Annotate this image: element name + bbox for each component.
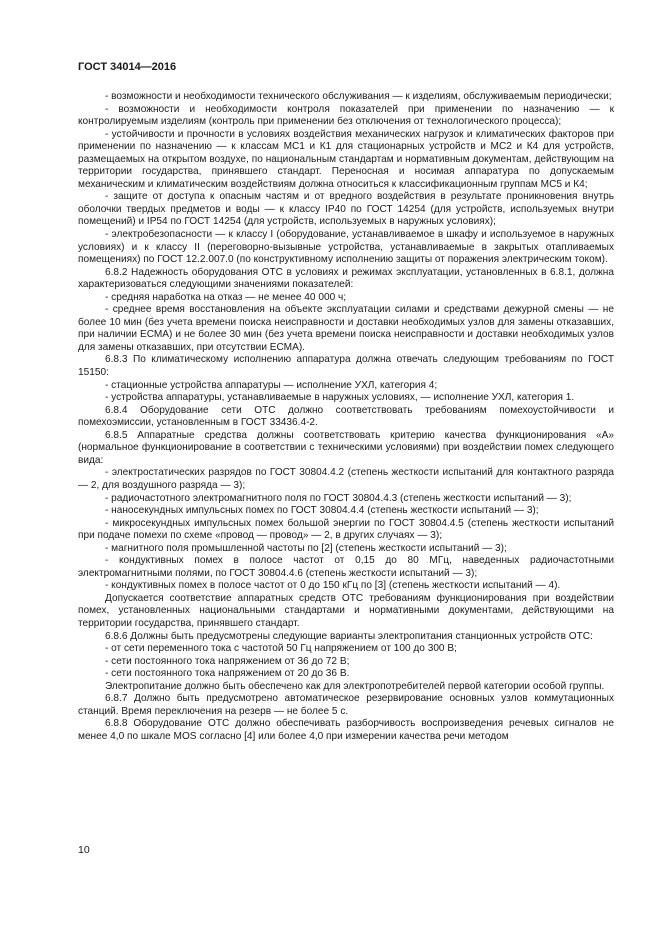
paragraph: - наносекундных импульсных помех по ГОСТ 30804.4.4 (степень жесткости испытаний — 3); <box>105 505 539 517</box>
paragraph: - кондуктивных помех в полосе частот от 0 до 150 кГц по [3] (степень жесткости испытаний — 4). <box>105 580 561 592</box>
paragraph: - среднее время восстановления на объекте эксплуатации силами и средствами дежурной смены — не более 10 мин (без учета времени поиска неисправности и доставки необходимых узлов для замены отказавших, при наличии ЕСМА) и не более 30 мин (без учета времени поиска неисправности и доставки необходимых узлов для замены отказавших, при отсутствии ЕСМА). <box>78 304 614 353</box>
paragraph: - защите от доступа к опасным частям и от вредного воздействия в результате проникновения внутрь оболочки твердых предметов и воды — к классу IP40 по ГОСТ 14254 (для устройств, используемых внутри помещений) и IP54 по ГОСТ 14254 (для устройств, используемых в наружных условиях); <box>78 191 614 228</box>
paragraph: - средняя наработка на отказ — не менее 40 000 ч; <box>105 291 347 303</box>
paragraph: 6.8.3 По климатическому исполнению аппаратура должна отвечать следующим требованиям по ГОСТ 15150: <box>78 354 614 379</box>
paragraph: - электробезопасности — к классу I (оборудование, устанавливаемое в шкафу и используемое в наружных условиях) и к классу II (переговорно-вызывные устройства, устанавливаемые в закрытых отапливаемых помещениях) по ГОСТ 12.2.007.0 (по конструктивному исполнению защиты от поражения электрическим током). <box>78 229 614 266</box>
paragraph: 6.8.7 Должно быть предусмотрено автоматическое резервирование основных узлов коммутационных станций. Время переключения на резерв — не более 5 с. <box>78 693 614 717</box>
paragraph: 6.8.5 Аппаратные средства должны соответствовать критерию качества функционирования «А» (нормальное функционирование в соответствии с техническими условиями) при воздействии помех следующего вида: <box>78 429 614 466</box>
paragraph: - сети постоянного тока напряжением от 20 до 36 В. <box>105 668 350 680</box>
paragraph: - микросекундных импульсных помех большой энергии по ГОСТ 30804.4.5 (степень жесткости испытаний при подаче помехи по схеме «провод — провод» — 2, в других случаях — 3); <box>78 517 614 542</box>
paragraph: - возможности и необходимости контроля показателей при применении по назначению — к контролируемым изделиям (контроль при применении без отключения от технологического процесса); <box>78 103 614 128</box>
paragraph: - радиочастотного электромагнитного поля по ГОСТ 30804.4.3 (степень жесткости испытаний — 3); <box>105 492 572 504</box>
paragraph: - устойчивости и прочности в условиях воздействия механических нагрузок и климатических факторов при применении по назначению — к классам МС1 и К1 для стационарных устройств и МС2 и К4 для устройств, размещаемых на открытом воздухе, по национальным стандартам и нормативным документам, действующим на территории государства, принявшего стандарт. Переносная и носимая аппаратура по допускаемым механическим и климатическим воздействиям должна относиться к классификационным группам МС5 и К4; <box>78 128 614 190</box>
paragraph: 6.8.6 Должны быть предусмотрены следующие варианты электропитания станционных устройств ОТС: <box>105 630 593 642</box>
paragraph: - стационные устройства аппаратуры — исполнение УХЛ, категория 4; <box>105 379 438 391</box>
paragraph: Допускается соответствие аппаратных средств ОТС требованиям функционирования при воздействии помех, установленных национальными стандартами и нормативными документами, действующими на территории государства, принявшего стандарт. <box>78 592 614 629</box>
paragraph: - сети постоянного тока напряжением от 36 до 72 В; <box>105 655 350 667</box>
paragraph: - устройства аппаратуры, устанавливаемые в наружных условиях, — исполнение УХЛ, категория 1. <box>105 392 575 404</box>
paragraph: - от сети переменного тока с частотой 50 Гц напряжением от 100 до 300 В; <box>105 643 457 655</box>
paragraph: 6.8.2 Надежность оборудования ОТС в условиях и режимах эксплуатации, установленных в 6.8.1, должна характеризоваться следующими значениями показателей: <box>78 266 614 291</box>
page-number: 10 <box>78 844 90 856</box>
paragraph: - электростатических разрядов по ГОСТ 30804.4.2 (степень жесткости испытаний для контактного разряда — 2, для воздушного разряда — 3); <box>78 467 614 491</box>
document-body <box>78 91 614 743</box>
paragraph: 6.8.8 Оборудование ОТС должно обеспечивать разборчивость воспроизведения речевых сигналов не менее 4,0 по шкале MOS согласно [4] или более 4,0 при измерении качества речи методом <box>78 718 614 742</box>
document-header: ГОСТ 34014—2016 <box>78 61 177 73</box>
paragraph: - магнитного поля промышленной частоты по [2] (степень жесткости испытаний — 3); <box>105 542 507 554</box>
paragraph: 6.8.4 Оборудование сети ОТС должно соответствовать требованиям помехоустойчивости и помехоэмиссии, установленным в ГОСТ 33436.4-2. <box>78 404 614 429</box>
paragraph: - кондуктивных помех в полосе частот от 0,15 до 80 МГц, наведенных радиочастотными электромагнитными полями, по ГОСТ 30804.4.6 (степень жесткости испытаний — 3); <box>78 555 614 579</box>
paragraph: Электропитание должно быть обеспечено как для электропотребителей первой категории особой группы. <box>105 680 605 692</box>
paragraph: - возможности и необходимости технического обслуживания — к изделиям, обслуживаемым периодически; <box>105 91 612 102</box>
